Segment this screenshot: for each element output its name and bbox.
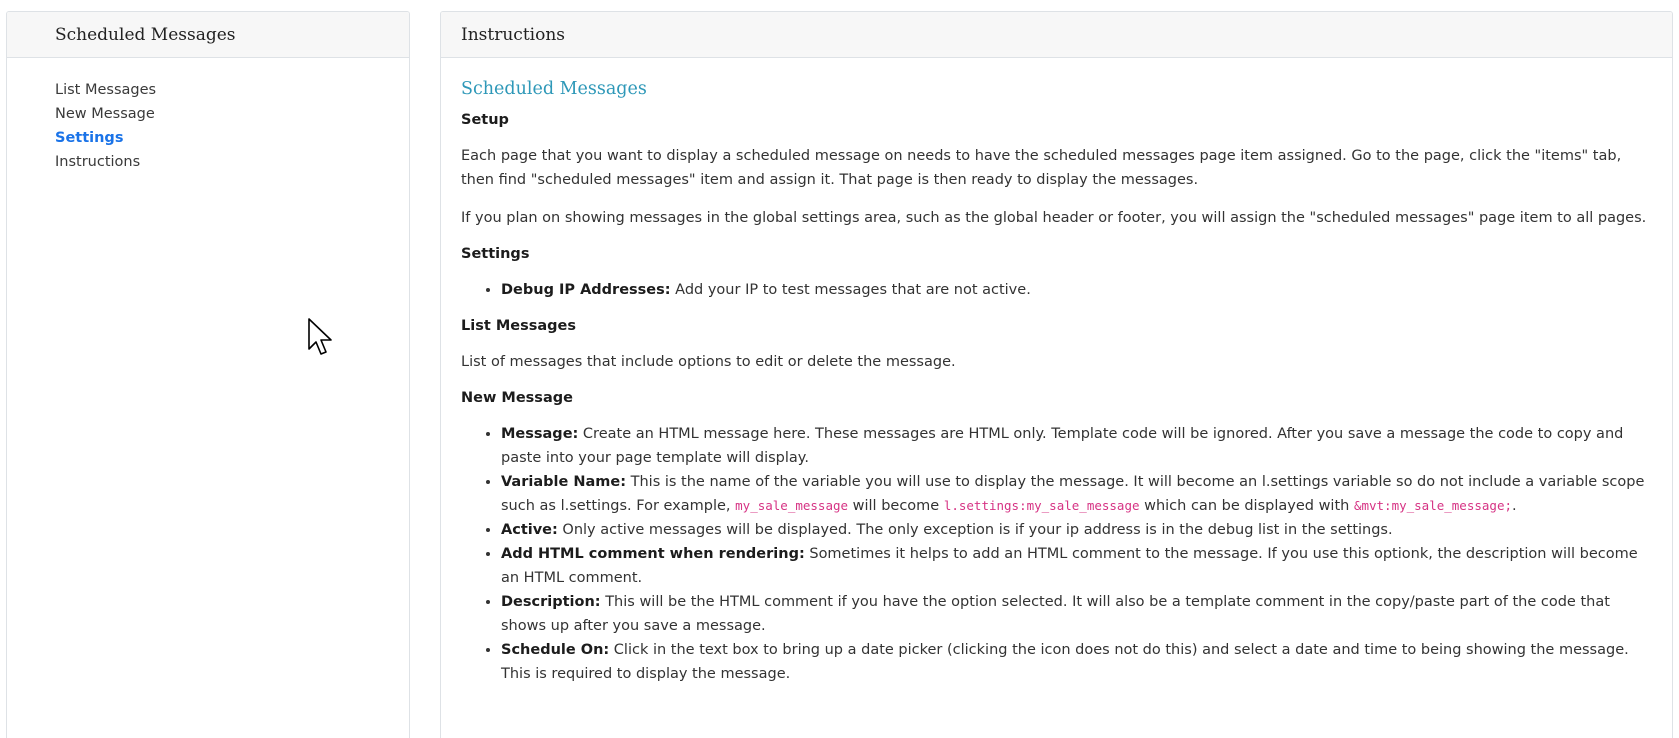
item-label: Debug IP Addresses: (501, 282, 671, 298)
nav-item-new-message[interactable]: New Message (55, 106, 155, 122)
mouse-cursor-icon (307, 317, 333, 357)
item-label: Variable Name: (501, 474, 627, 490)
list-item (501, 422, 1652, 470)
item-text: Add your IP to test messages that are not active. (670, 282, 1031, 298)
nav-item-list-messages[interactable]: List Messages (55, 82, 157, 98)
item-label: Add HTML comment when rendering: (501, 546, 805, 562)
item-text: . (1512, 498, 1517, 514)
item-text: This is the name of the variable you will use to display the message. It will become an l.settings variable so do not include a variable scope such as l.settings. For example, (501, 474, 1645, 514)
setup-paragraph-2: If you plan on showing messages in the global settings area, such as the global header or footer, you will assign the "scheduled messages" page item to all pages. (461, 210, 1647, 226)
code-snippet: my_sale_message (735, 498, 849, 513)
item-text: which can be displayed with (1139, 498, 1354, 514)
setup-heading: Setup (461, 112, 509, 128)
item-label: Active: (501, 522, 558, 538)
sidebar-nav (7, 58, 409, 174)
instructions-content (441, 58, 1672, 686)
item-text: Only active messages will be displayed. The only exception is if your ip address is in the debug list in the settings. (557, 522, 1393, 538)
nav-item-settings[interactable]: Settings (55, 130, 124, 146)
item-text: Create an HTML message here. These messages are HTML only. Template code will be ignored. After you save a message the code to copy and paste into your page template will display. (501, 426, 1624, 466)
settings-heading: Settings (461, 246, 530, 262)
item-label: Message: (501, 426, 579, 442)
code-snippet: &mvt:my_sale_message; (1353, 498, 1512, 513)
instructions-title: Instructions (461, 24, 565, 45)
instructions-panel (440, 11, 1673, 738)
nav-item-instructions[interactable]: Instructions (55, 154, 141, 170)
new-message-list (461, 422, 1652, 686)
list-item (501, 518, 1652, 542)
content-heading: Scheduled Messages (461, 79, 647, 99)
list-item (501, 590, 1652, 638)
list-item (501, 470, 1652, 518)
item-label: Description: (501, 594, 601, 610)
sidebar-panel (6, 11, 410, 738)
sidebar-title: Scheduled Messages (55, 24, 236, 45)
instructions-header (441, 12, 1672, 58)
setup-paragraph-1: Each page that you want to display a scheduled message on needs to have the scheduled messages page item assigned. Go to the page, click the "items" tab, then find "scheduled messages" item and assign it. That page is then ready to display the messages. (461, 148, 1622, 188)
list-item (501, 542, 1652, 590)
code-snippet: l.settings:my_sale_message (943, 498, 1140, 513)
item-text: This will be the HTML comment if you have the option selected. It will also be a template comment in the copy/paste part of the code that shows up after you save a message. (501, 594, 1610, 634)
item-text: Click in the text box to bring up a date picker (clicking the icon does not do this) and select a date and time to being showing the message. This is required to display the message. (501, 642, 1629, 682)
item-text: will become (848, 498, 944, 514)
sidebar-header (7, 12, 409, 58)
list-messages-heading: List Messages (461, 318, 576, 334)
item-text: Sometimes it helps to add an HTML comment to the message. If you use this optionk, the description will become an HTML comment. (501, 546, 1638, 586)
list-item (501, 638, 1652, 686)
list-item (501, 278, 1652, 302)
list-messages-paragraph: List of messages that include options to edit or delete the message. (461, 354, 956, 370)
item-label: Schedule On: (501, 642, 610, 658)
settings-list (461, 278, 1652, 302)
new-message-heading: New Message (461, 390, 573, 406)
